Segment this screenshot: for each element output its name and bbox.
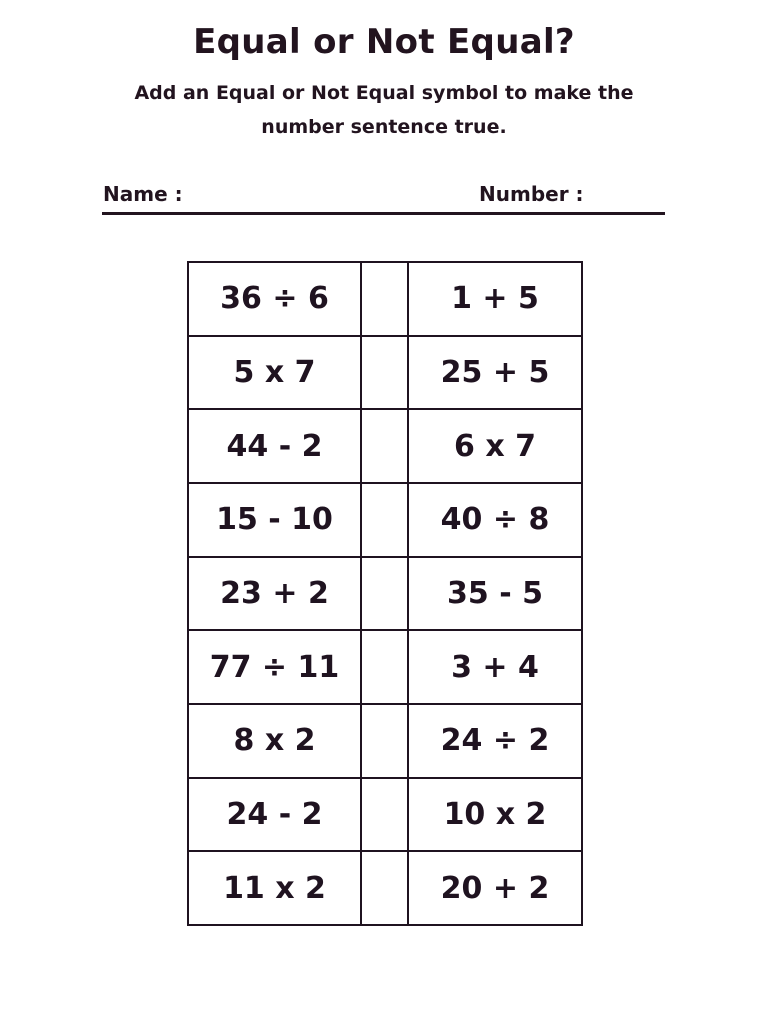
answer-symbol-box[interactable]: [361, 557, 408, 631]
right-expression: 35 - 5: [408, 557, 582, 631]
answer-symbol-box[interactable]: [361, 851, 408, 925]
problems-table: [187, 261, 583, 926]
right-expression: 3 + 4: [408, 630, 582, 704]
problem-row: [188, 409, 582, 483]
left-expression: 23 + 2: [188, 557, 361, 631]
right-expression: 20 + 2: [408, 851, 582, 925]
left-expression: 44 - 2: [188, 409, 361, 483]
left-expression: 5 x 7: [188, 336, 361, 410]
problem-row: [188, 630, 582, 704]
right-expression: 24 ÷ 2: [408, 704, 582, 778]
answer-symbol-box[interactable]: [361, 630, 408, 704]
right-expression: 6 x 7: [408, 409, 582, 483]
left-expression: 77 ÷ 11: [188, 630, 361, 704]
problem-row: [188, 336, 582, 410]
right-expression: 1 + 5: [408, 262, 582, 336]
left-expression: 36 ÷ 6: [188, 262, 361, 336]
answer-symbol-box[interactable]: [361, 704, 408, 778]
answer-symbol-box[interactable]: [361, 409, 408, 483]
worksheet-instructions: Add an Equal or Not Equal symbol to make the number sentence true.: [134, 82, 634, 138]
number-label: Number :: [479, 182, 584, 206]
problem-row: [188, 262, 582, 336]
answer-symbol-box[interactable]: [361, 336, 408, 410]
problem-row: [188, 778, 582, 852]
problem-row: [188, 851, 582, 925]
answer-symbol-box[interactable]: [361, 778, 408, 852]
right-expression: 25 + 5: [408, 336, 582, 410]
left-expression: 24 - 2: [188, 778, 361, 852]
right-expression: 40 ÷ 8: [408, 483, 582, 557]
worksheet-title: Equal or Not Equal?: [193, 22, 575, 62]
problem-row: [188, 557, 582, 631]
left-expression: 11 x 2: [188, 851, 361, 925]
problem-row: [188, 704, 582, 778]
name-number-write-line[interactable]: [102, 212, 665, 215]
right-expression: 10 x 2: [408, 778, 582, 852]
left-expression: 8 x 2: [188, 704, 361, 778]
name-label: Name :: [103, 182, 183, 206]
answer-symbol-box[interactable]: [361, 483, 408, 557]
answer-symbol-box[interactable]: [361, 262, 408, 336]
problem-row: [188, 483, 582, 557]
left-expression: 15 - 10: [188, 483, 361, 557]
